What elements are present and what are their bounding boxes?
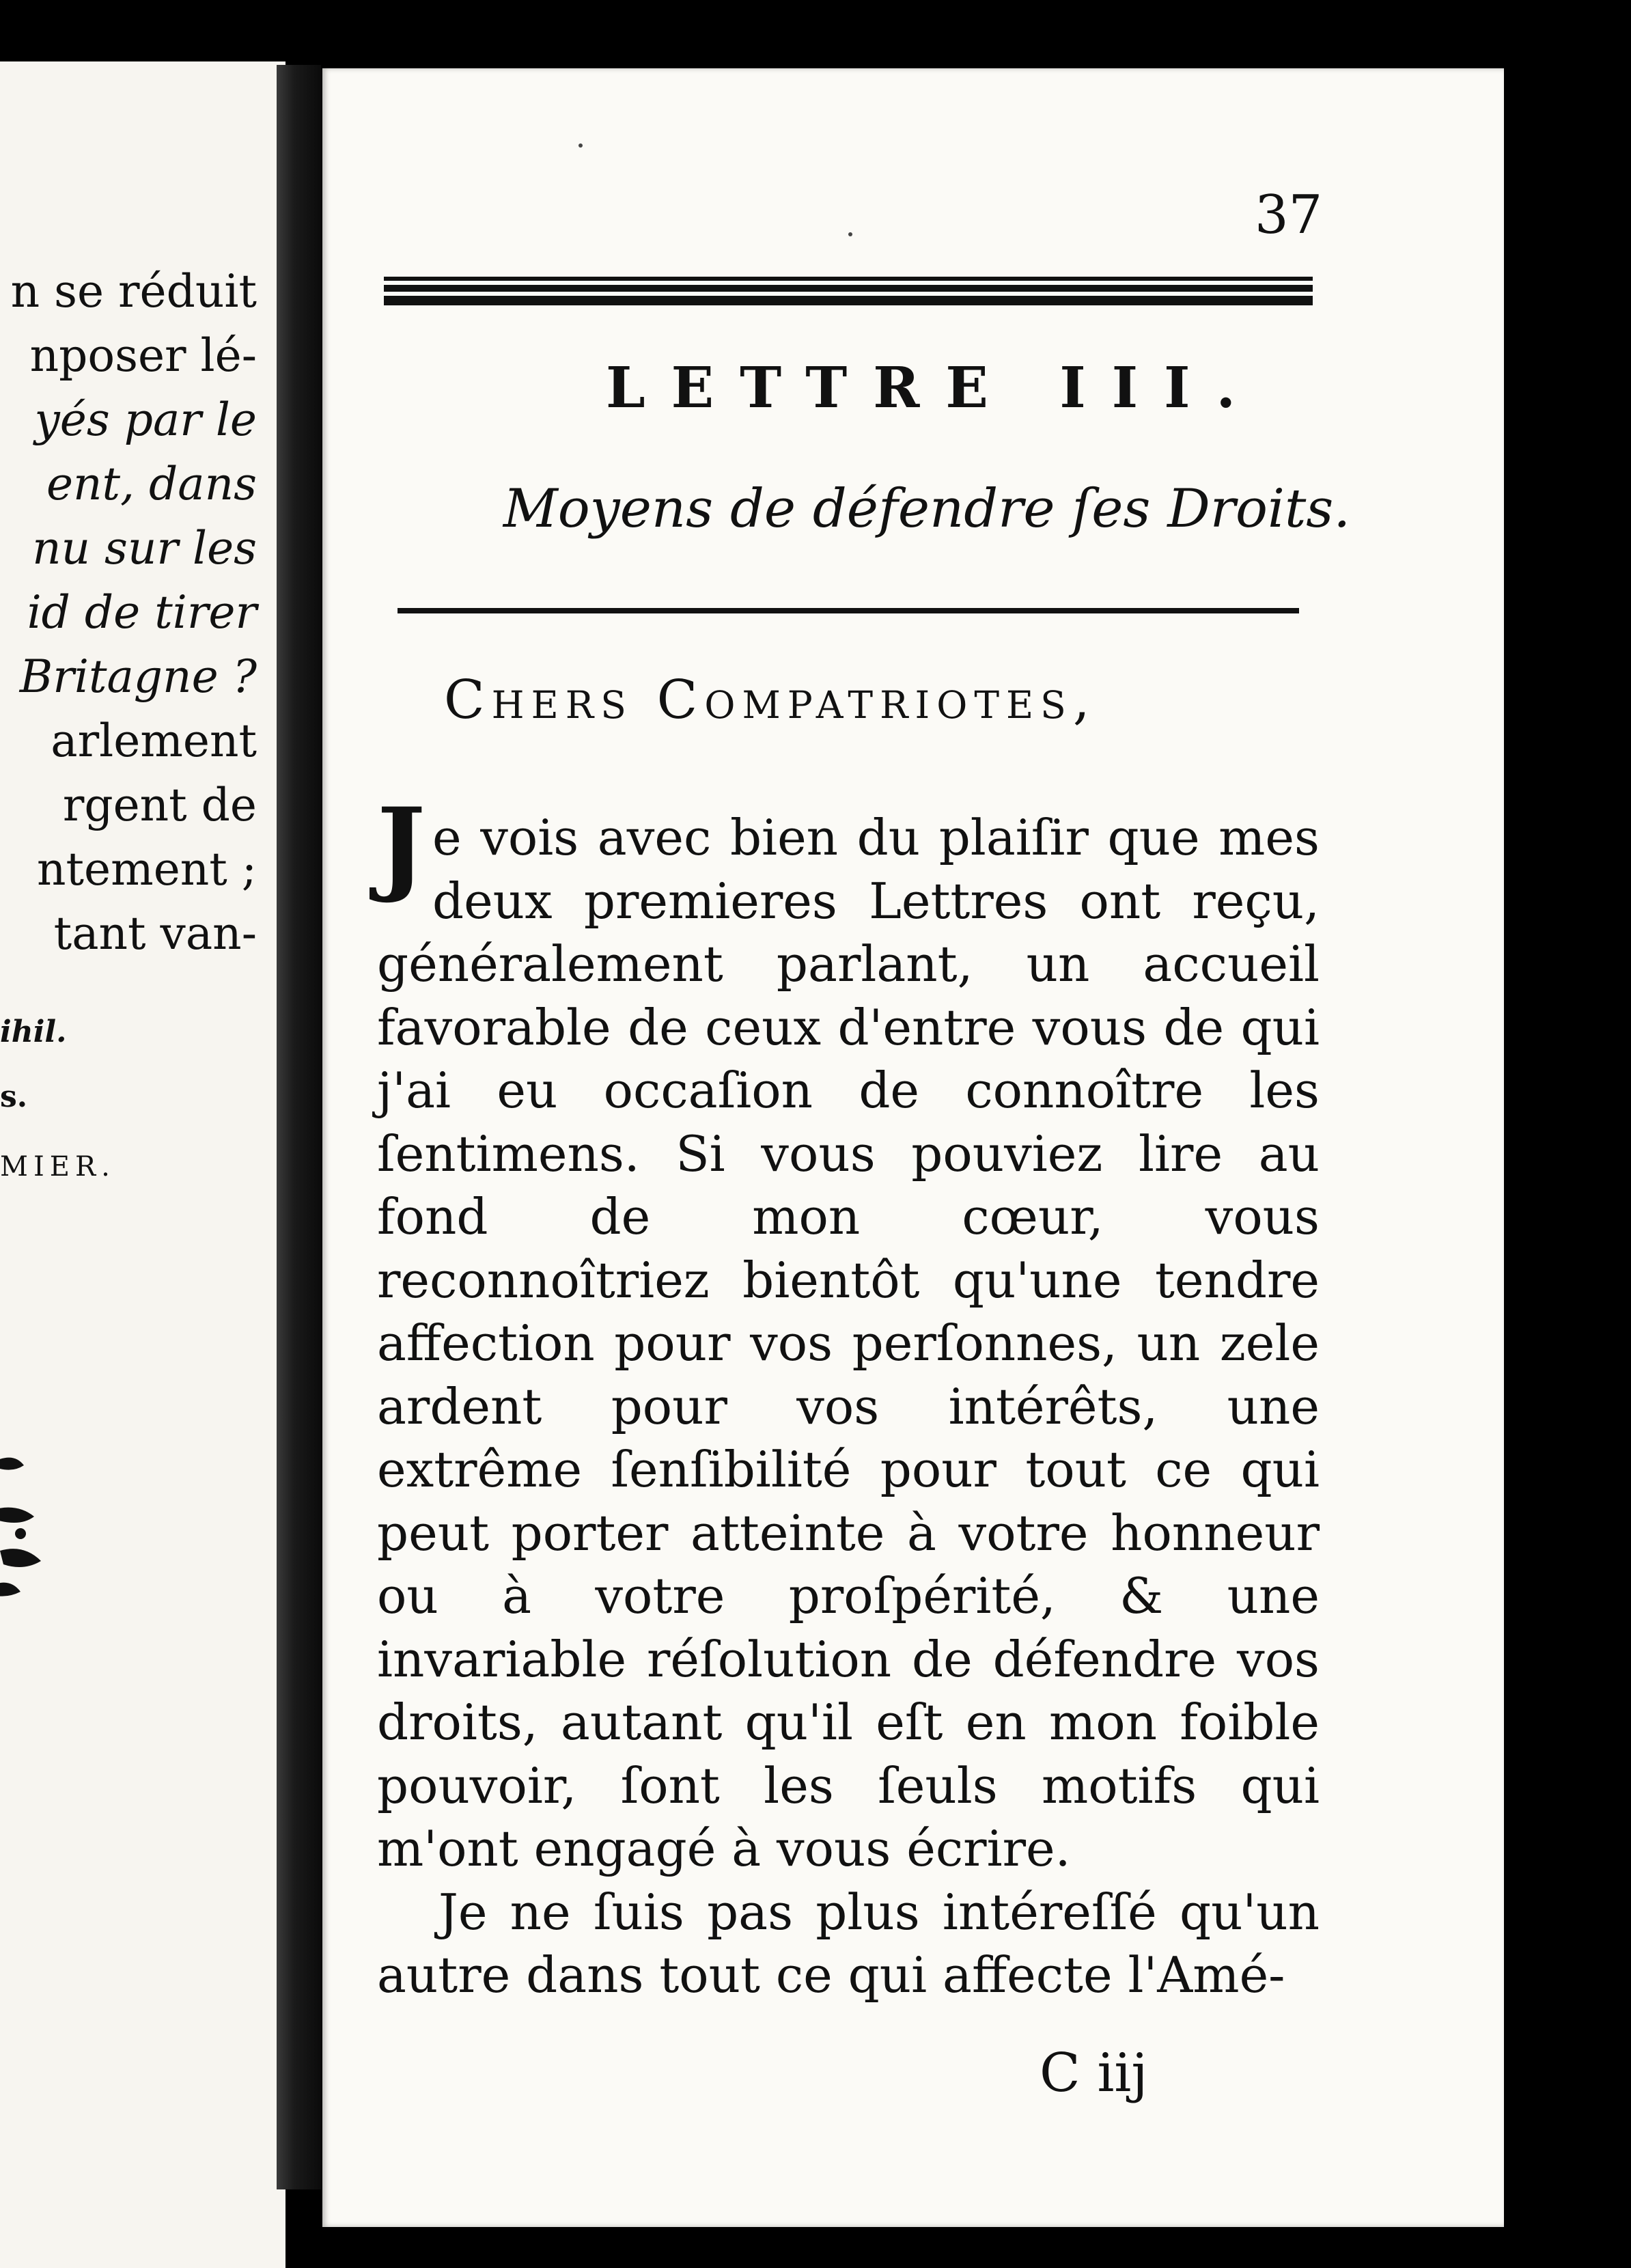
left-line: ent, dans bbox=[46, 458, 257, 510]
left-line: Britagne ? bbox=[19, 650, 257, 703]
book-gutter-shadow bbox=[277, 65, 321, 2189]
ornament-fragment-icon bbox=[0, 1448, 48, 1605]
left-line: tant van- bbox=[53, 907, 257, 960]
scan-background-edge bbox=[1504, 68, 1631, 2268]
section-rule bbox=[398, 608, 1299, 613]
left-line: rgent de bbox=[62, 779, 257, 831]
drop-cap: J bbox=[377, 786, 426, 906]
paper-speck bbox=[848, 232, 852, 236]
left-line: nposer lé- bbox=[29, 329, 257, 382]
left-line: id de tirer bbox=[27, 586, 257, 639]
right-page bbox=[322, 68, 1504, 2227]
paragraph-2: Je ne ſuis pas plus intéreſſé qu'un autre dans tout ce qui affecte l'Amé- bbox=[377, 1883, 1320, 2004]
paper-speck bbox=[578, 143, 583, 148]
paragraph-1-text: e vois avec bien du plaiſir que mes deux premieres Lettres ont reçu, généralement parlant, un accueil favorable de ceux d'entre vous de qui j'ai eu occaſion de connoître les ſentimens. Si vous pouviez lire au fond de mon cœur, vous reconnoîtriez bientôt qu'une tendre affection pour vos perſonnes, un zele ardent pour vos intérêts, une extrême ſenſibilité pour tout ce qui peut porter atteinte à votre honneur ou à votre proſpérité, & une invariable réſolution de défendre vos droits, autant qu'il eſt en mon foible pouvoir, ſont les ſeuls motifs qui m'ont engagé à vous écrire. bbox=[377, 809, 1320, 1877]
salutation: Chers Compatriotes, bbox=[444, 669, 1097, 731]
left-fragment-s: s. bbox=[0, 1079, 28, 1114]
double-rule-ornament bbox=[384, 277, 1313, 307]
signature-mark: C iij bbox=[1040, 2043, 1148, 2104]
left-line: nu sur les bbox=[32, 522, 257, 575]
letter-subtitle: Moyens de défendre ſes Droits. bbox=[503, 478, 1351, 540]
left-fragment-caps: MIER. bbox=[0, 1151, 115, 1183]
paragraph-1 bbox=[377, 786, 1320, 1881]
page-number: 37 bbox=[1255, 184, 1323, 246]
left-fragment-ihil: ihil. bbox=[0, 1014, 67, 1049]
left-line: arlement bbox=[51, 715, 257, 767]
letter-heading: LETTRE III. bbox=[605, 355, 1262, 421]
left-line: yés par le bbox=[34, 393, 257, 446]
left-page-fragment bbox=[0, 61, 285, 2268]
left-line: ntement ; bbox=[37, 843, 257, 896]
left-page-text-block bbox=[11, 260, 257, 966]
letter-body bbox=[377, 786, 1320, 2007]
left-line: n se réduit bbox=[10, 265, 257, 318]
